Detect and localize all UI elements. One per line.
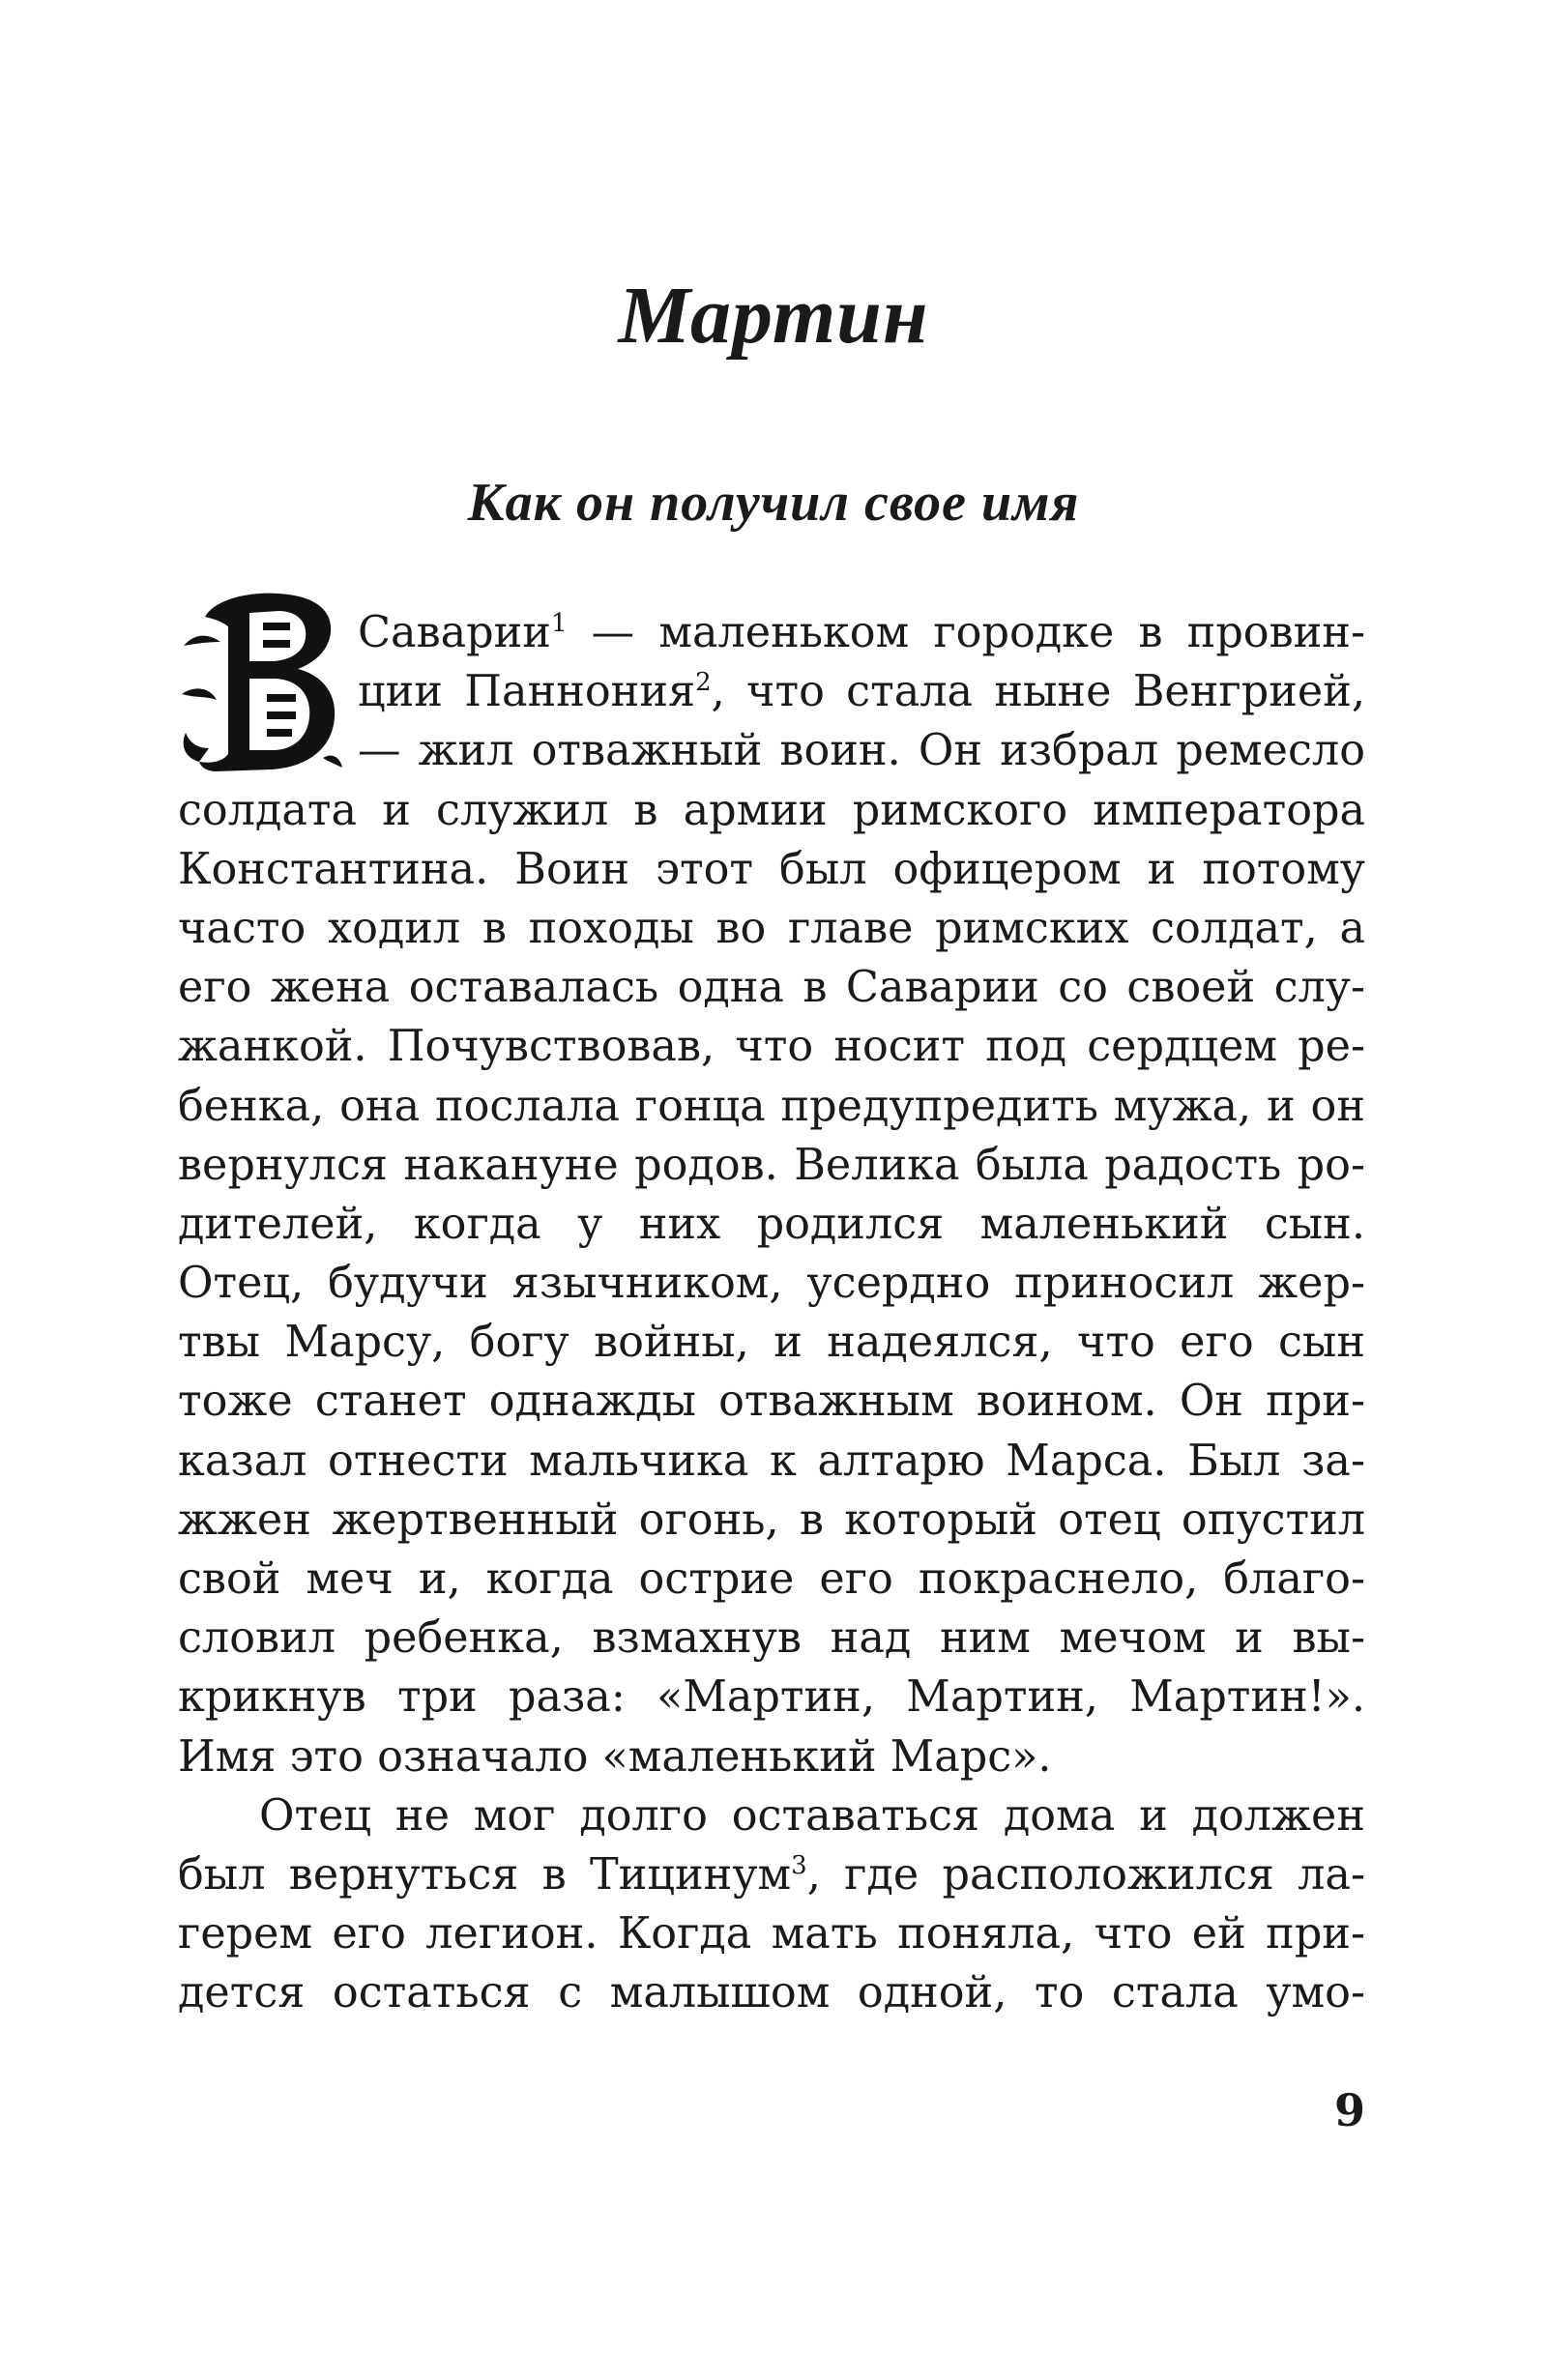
footnote-ref: 3 [791, 1850, 807, 1880]
paragraph-1 [178, 603, 1365, 2023]
page-number: 9 [1333, 2084, 1365, 2136]
text-line: герем его легион. Когда мать поняла, что ей при- [178, 1909, 1365, 1959]
text-line: часто ходил в походы во главе римских солдат, а [178, 903, 1365, 953]
text-line: жанкой. Почувствовав, что носит под сердцем ре- [178, 1022, 1365, 1072]
text-line: словил ребенка, взмахнув над ним мечом и вы- [178, 1613, 1365, 1664]
text-line: Саварии$^1$ — маленьком городке в провин- [358, 608, 1365, 657]
text-line: дителей, когда у них родился маленький сын. [178, 1199, 1365, 1249]
text-line: казал отнести мальчика к алтарю Марса. Был за- [178, 1436, 1365, 1486]
section-title: Как он получил свое имя [467, 473, 1080, 533]
chapter-title: Мартин [618, 271, 929, 361]
text-line: Отец, будучи язычником, усердно приносил жер- [178, 1259, 1365, 1309]
text-line: жжен жертвенный огонь, в который отец опустил [178, 1495, 1365, 1545]
footnote-ref: 1 [550, 609, 568, 638]
text-line: крикнув три раза: «Мартин, Мартин, Мартин!». [178, 1672, 1365, 1723]
text-line: солдата и служил в армии римского императора [178, 785, 1365, 835]
text-line: вернулся накануне родов. Велика была радость ро- [178, 1140, 1365, 1190]
text-line: бенка, она послала гонца предупредить мужа, и он [178, 1081, 1365, 1131]
footnote-ref: 2 [695, 668, 712, 698]
text-line: дется остаться с малышом одной, то стала умо- [178, 1968, 1365, 2018]
text-line: Имя это означало «маленький Марс». [178, 1731, 1052, 1782]
text-line: — жил отважный воин. Он избрал ремесло [358, 726, 1365, 776]
text-line: твы Марсу, богу войны, и надеялся, что его сын [178, 1318, 1365, 1368]
text-line: был вернуться в Тицинум$^3$, где расположился ла- [178, 1849, 1365, 1900]
text-line: Отец не мог долго оставаться дома и должен [259, 1790, 1365, 1841]
text-line: его жена оставалась одна в Саварии со своей слу- [178, 963, 1365, 1013]
text-line: Константина. Воин этот был офицером и потому [178, 844, 1365, 894]
text-line: ции Паннония$^2$, что стала ныне Венгрией, [358, 667, 1366, 717]
text-line: тоже станет однажды отважным воином. Он при- [178, 1377, 1365, 1427]
text-line: свой меч и, когда острие его покраснело, благо- [178, 1554, 1365, 1604]
